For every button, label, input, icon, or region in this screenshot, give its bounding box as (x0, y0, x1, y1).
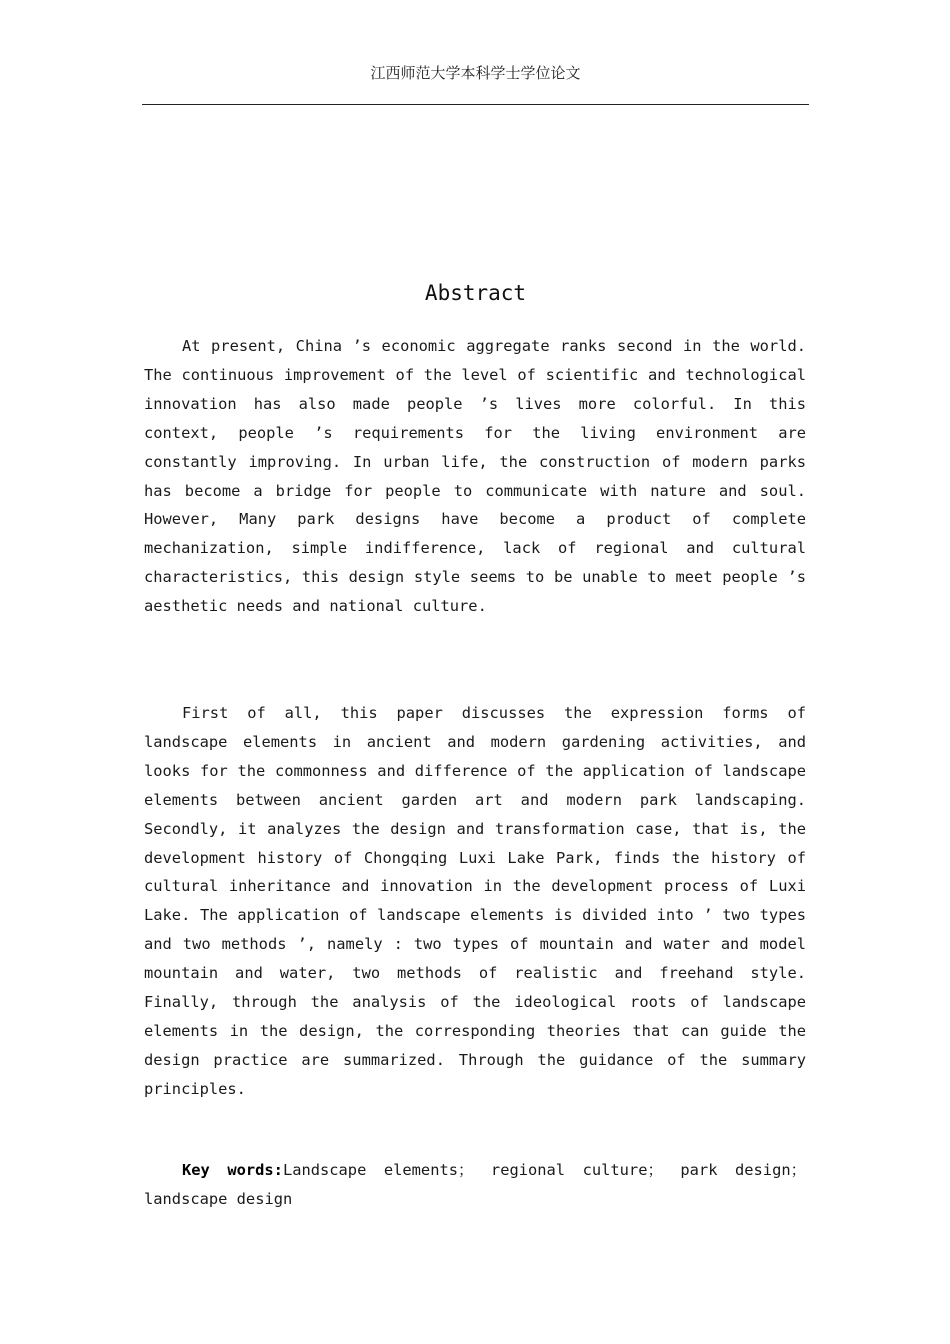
abstract-paragraph-1: At present, China ’s economic aggregate ranks second in the world. The continuous improvement of the level of scientific and technological innovation has also made people ’s lives more colorful. In this context, people ’s requirements for the living environment are constantly improving. In urban life, the construction of modern parks has become a bridge for people to communicate with nature and soul. However, Many park designs have become a product of complete mechanization, simple indifference, lack of regional and cultural characteristics, this design style seems to be unable to meet people ’s aesthetic needs and national culture. (144, 337, 806, 616)
running-header: 江西师范大学本科学士学位论文 (370, 64, 581, 82)
keywords-line (144, 1156, 806, 1214)
abstract-paragraph-2: First of all, this paper discusses the expression forms of landscape elements in ancient and modern gardening activities, and looks for the commonness and difference of the application of landscape elements between ancient garden art and modern park landscaping. Secondly, it analyzes the design and transformation case, that is, the development history of Chongqing Luxi Lake Park, finds the history of cultural inheritance and innovation in the development process of Luxi Lake. The application of landscape elements is divided into ’ two types and two methods ’, namely : two types of mountain and water and model mountain and water, two methods of realistic and freehand style. Finally, through the analysis of the ideological roots of landscape elements in the design, the corresponding theories that can guide the design practice are summarized. Through the guidance of the summary principles. (144, 704, 806, 1098)
keywords-label: Key words: (182, 1161, 283, 1179)
keywords-text: Landscape elements； regional culture； park design； landscape design (144, 1161, 806, 1208)
header-divider (142, 104, 809, 105)
abstract-title: Abstract (424, 281, 527, 305)
